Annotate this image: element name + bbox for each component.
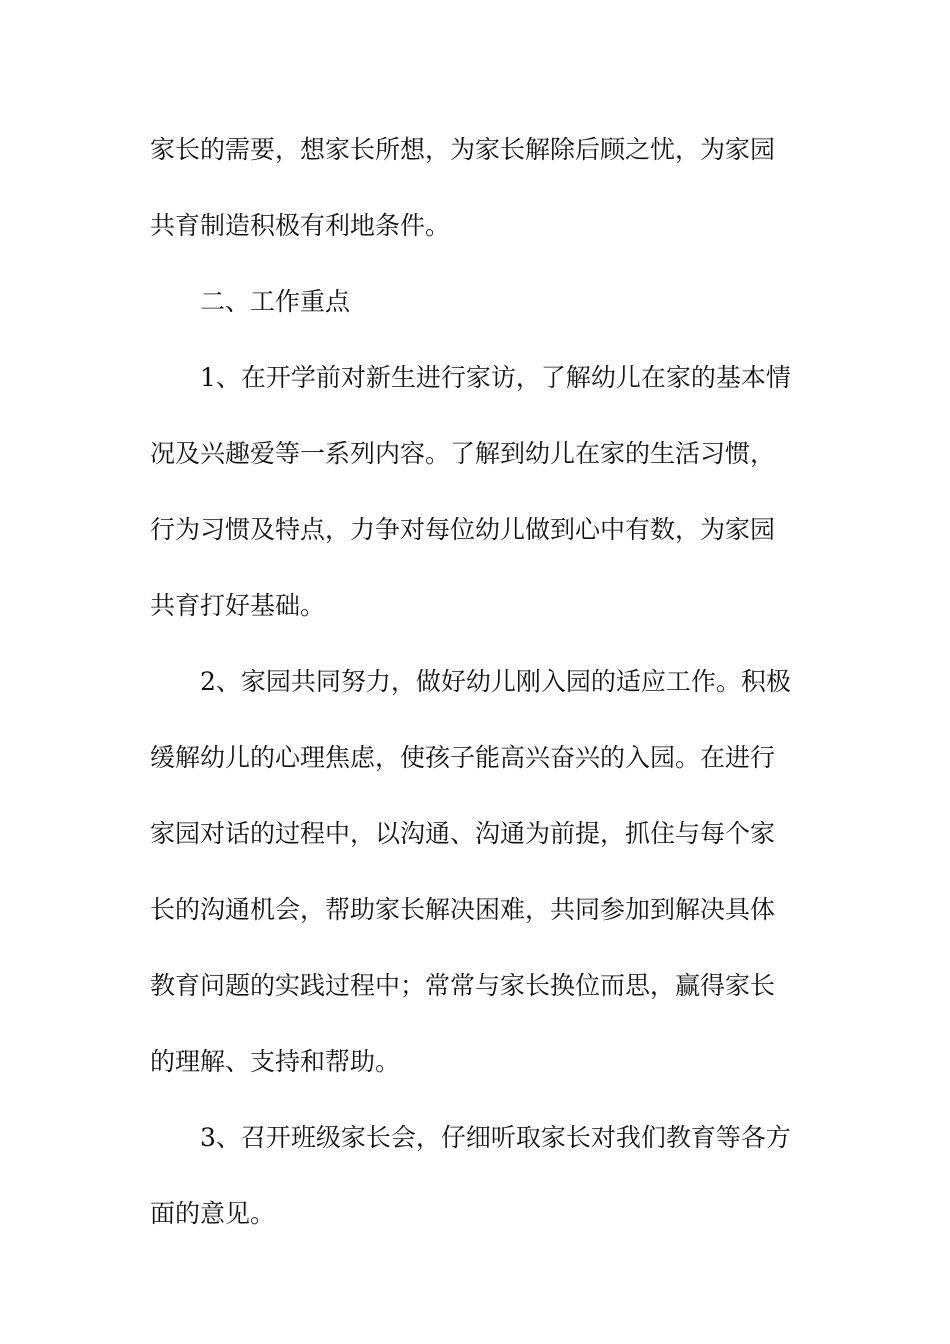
text-line: 况及兴趣爱等一系列内容。了解到幼儿在家的生活习惯， <box>150 439 776 468</box>
text-line: 缓解幼儿的心理焦虑，使孩子能高兴奋兴的入园。在进行 <box>150 743 776 772</box>
text-line: 共育打好基础。 <box>150 591 326 620</box>
text-line: 教育问题的实践过程中；常常与家长换位而思，赢得家长 <box>150 971 776 1000</box>
text-line: 1、在开学前对新生进行家访，了解幼儿在家的基本情 <box>200 363 791 392</box>
text-line: 共育制造积极有利地条件。 <box>150 211 451 240</box>
text-line: 长的沟通机会，帮助家长解决困难，共同参加到解决具体 <box>150 895 776 924</box>
text-line: 的理解、支持和帮助。 <box>150 1047 401 1076</box>
text-line: 行为习惯及特点，力争对每位幼儿做到心中有数，为家园 <box>150 515 776 544</box>
text-line: 面的意见。 <box>150 1199 276 1228</box>
text-line: 2、家园共同努力，做好幼儿刚入园的适应工作。积极 <box>200 667 791 696</box>
section-heading: 二、工作重点 <box>200 287 351 316</box>
document-body <box>150 112 810 1252</box>
text-line: 家长的需要，想家长所想，为家长解除后顾之忧，为家园 <box>150 135 776 164</box>
text-line: 家园对话的过程中，以沟通、沟通为前提，抓住与每个家 <box>150 819 776 848</box>
text-line: 3、召开班级家长会，仔细听取家长对我们教育等各方 <box>200 1123 791 1152</box>
